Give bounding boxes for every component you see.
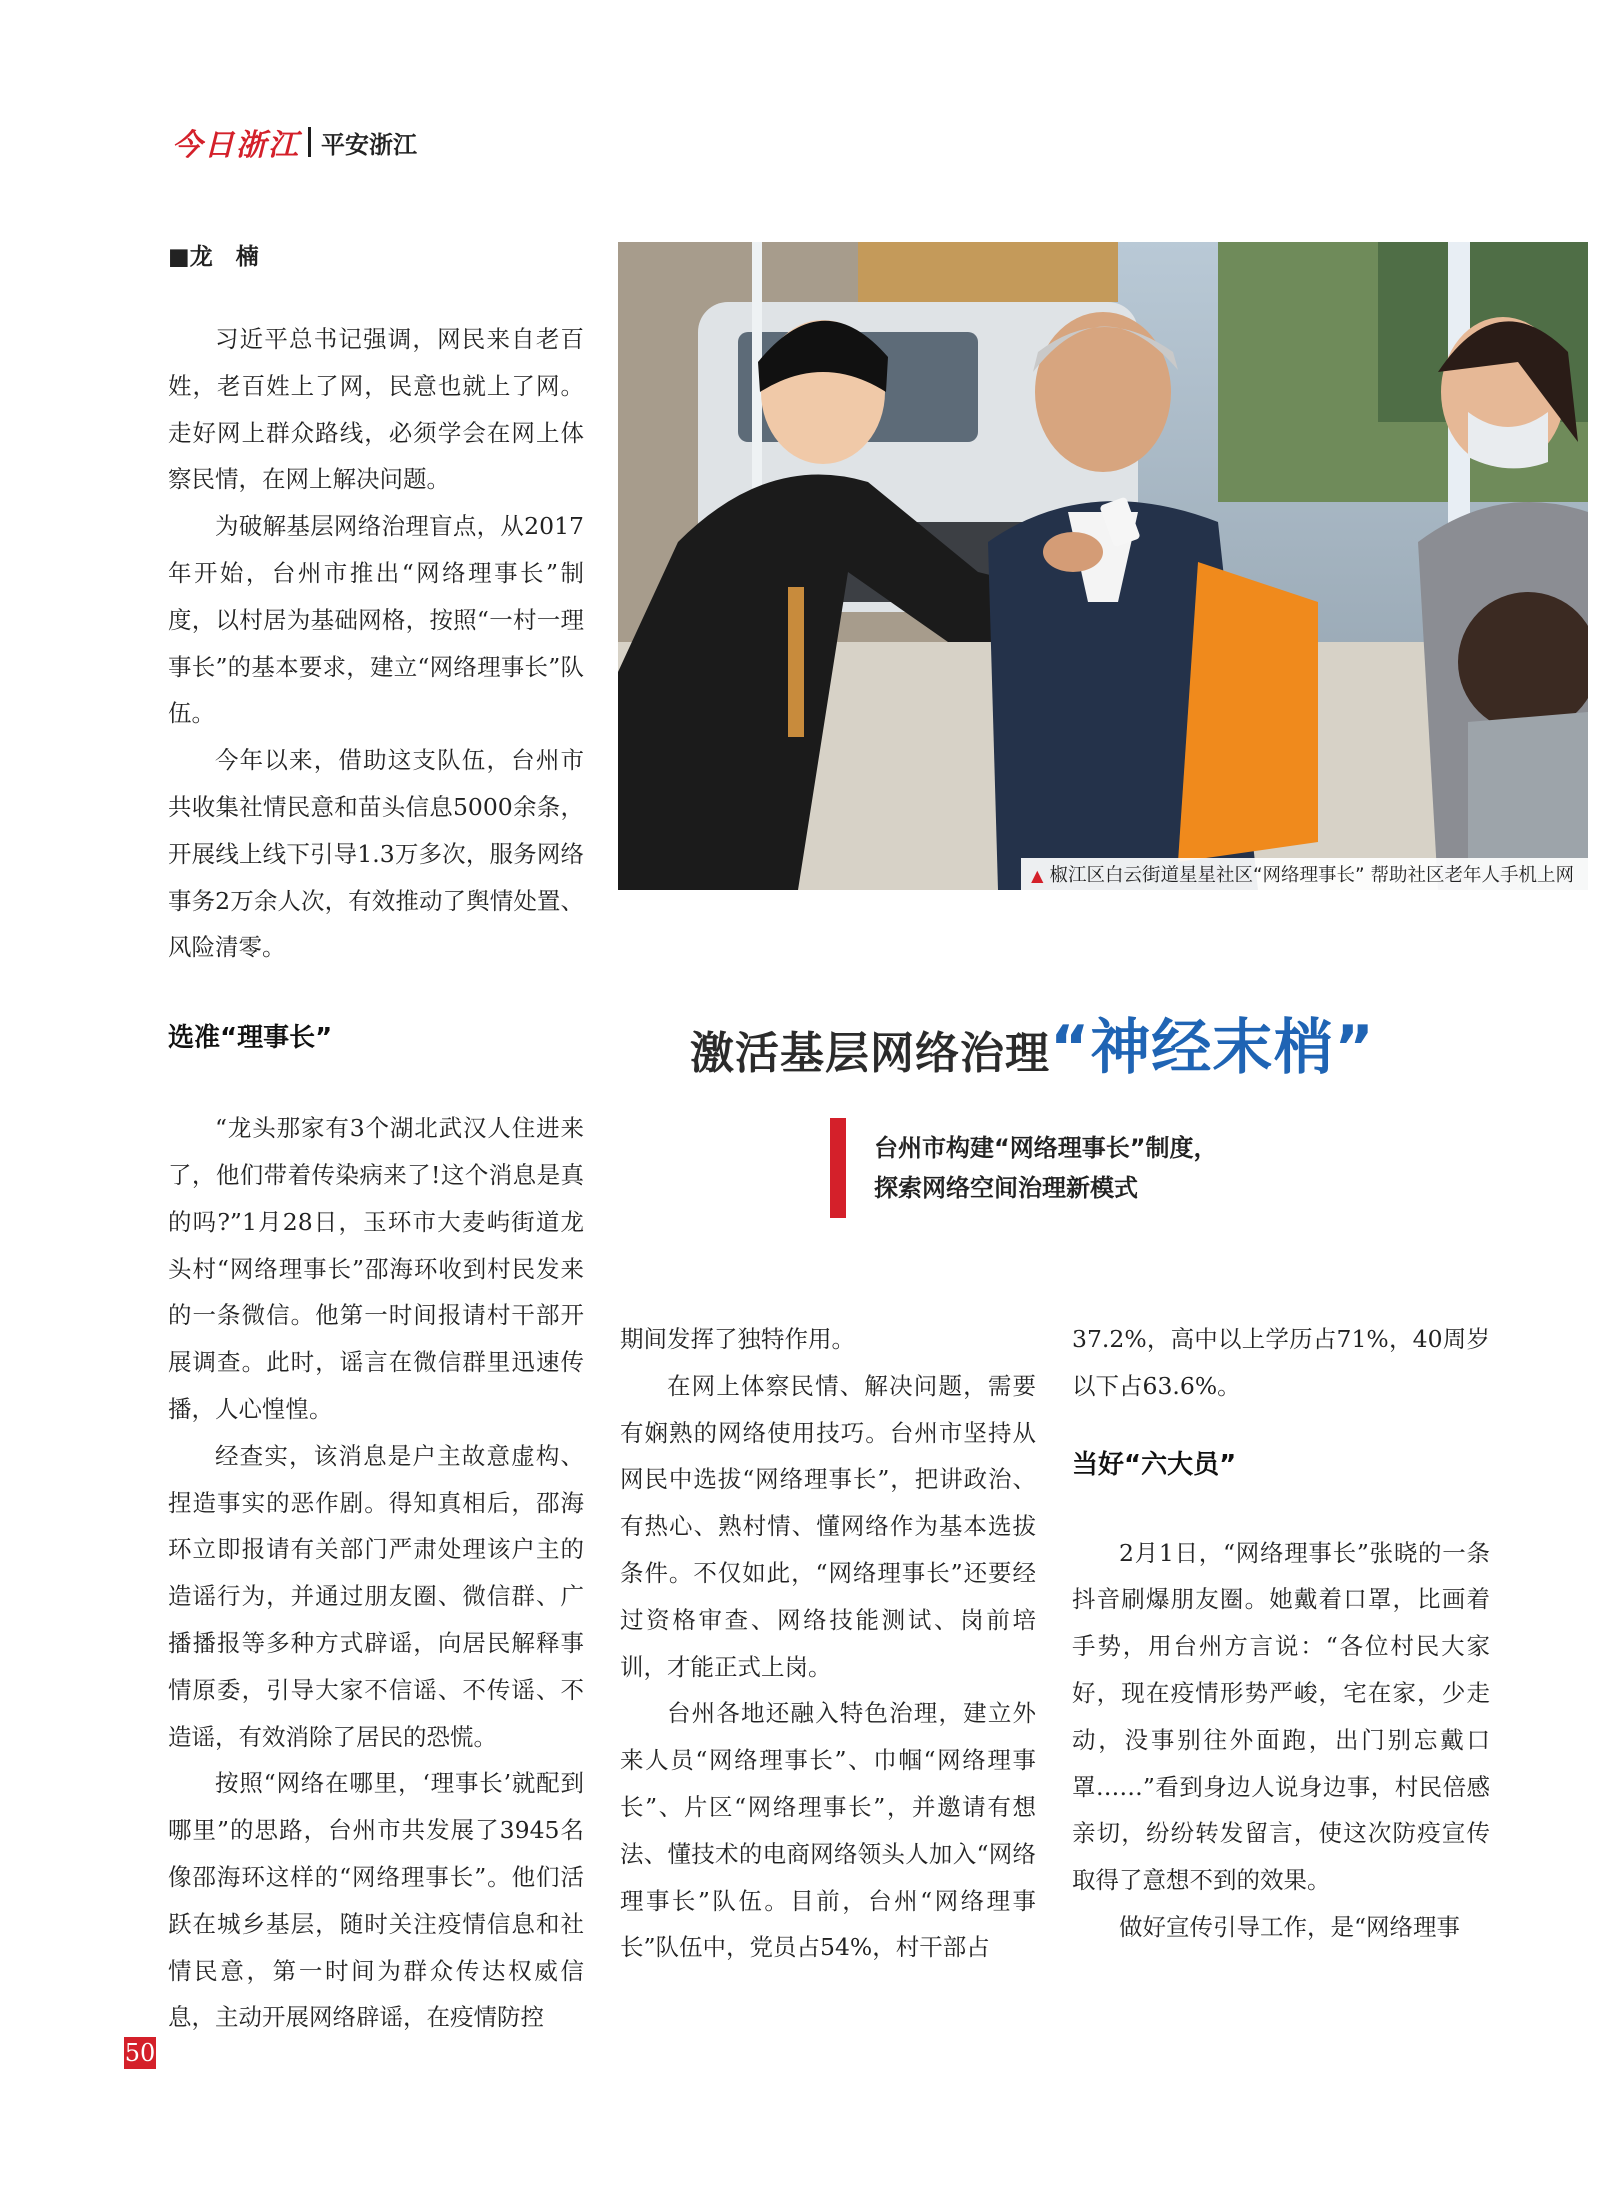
paragraph: 经查实，该消息是户主故意虚构、捏造事实的恶作剧。得知真相后，邵海环立即报请有关部门严肃处理该户主的造谣行为，并通过朋友圈、微信群、广播播报等多种方式辟谣，向居民解释事情原委，引导大家不信谣、不传谣、不造谣，有效消除了居民的恐慌。 <box>168 1441 584 1751</box>
headline-main: 激活基层网络治理 <box>690 1028 1050 1079</box>
paragraph: 做好宣传引导工作，是“网络理事 <box>1119 1912 1461 1941</box>
magazine-logo: 今日浙江 <box>172 128 300 163</box>
deck-line: 探索网络空间治理新模式 <box>874 1174 1138 1202</box>
masthead-divider <box>308 127 311 157</box>
subheading: 选准“理事长” <box>168 1023 333 1054</box>
paragraph: 37.2%，高中以上学历占71%，40周岁以下占63.6%。 <box>1072 1325 1490 1400</box>
caption-triangle-icon: ▲ <box>1031 866 1044 885</box>
page-number: 50 <box>124 2039 156 2067</box>
article-column-1 <box>168 316 584 2041</box>
paragraph: 在网上体察民情、解决问题，需要有娴熟的网络使用技巧。台州市坚持从网民中选拔“网络理事长”，把讲政治、有热心、熟村情、懂网络作为基本选拔条件。不仅如此，“网络理事长”还要经过资格审查、网络技能测试、岗前培训，才能正式上岗。 <box>620 1371 1036 1681</box>
section-title: 平安浙江 <box>321 130 417 159</box>
deck-accent-bar <box>830 1118 846 1218</box>
paragraph: “龙头那家有3个湖北武汉人住进来了，他们带着传染病来了!这个消息是真的吗?”1月28日，玉环市大麦屿街道龙头村“网络理事长”邵海环收到村民发来的一条微信。他第一时间报请村干部开展调查。此时，谣言在微信群里迅速传播，人心惶惶。 <box>168 1114 584 1423</box>
subheading: 当好“六大员” <box>1072 1449 1237 1480</box>
photo-caption <box>618 858 1588 890</box>
photo-illustration <box>618 242 1588 890</box>
article-photo <box>618 242 1588 890</box>
article-headline <box>690 1000 1590 1086</box>
paragraph: 按照“网络在哪里，‘理事长’就配到哪里”的思路，台州市共发展了3945名像邵海环这样的“网络理事长”。他们活跃在城乡基层，随时关注疫情信息和社情民意，第一时间为群众传达权威信息，主动开展网络辟谣，在疫情防控 <box>168 1769 584 2032</box>
paragraph: 期间发挥了独特作用。 <box>620 1325 855 1353</box>
paragraph: 今年以来，借助这支队伍，台州市共收集社情民意和苗头信息5000余条，开展线上线下引导1.3万多次，服务网络事务2万余人次，有效推动了舆情处置、风险清零。 <box>168 746 584 962</box>
caption-text: 椒江区白云街道星星社区“网络理事长” 帮助社区老年人手机上网 <box>1049 865 1574 886</box>
paragraph: 习近平总书记强调，网民来自老百姓，老百姓上了网，民意也就上了网。走好网上群众路线，必须学会在网上体察民情，在网上解决问题。 <box>168 325 584 494</box>
paragraph: 为破解基层网络治理盲点，从2017年开始，台州市推出“网络理事长”制度，以村居为基础网格，按照“一村一理事长”的基本要求，建立“网络理事长”队伍。 <box>168 512 584 728</box>
masthead <box>172 122 417 162</box>
deck-line: 台州市构建“网络理事长”制度， <box>874 1134 1218 1162</box>
paragraph: 台州各地还融入特色治理，建立外来人员“网络理事长”、巾帼“网络理事长”、片区“网络理事长”，并邀请有想法、懂技术的电商网络领头人加入“网络理事长”队伍。目前，台州“网络理事长”队伍中，党员占54%，村干部占 <box>620 1699 1036 1962</box>
article-column-3 <box>1072 1316 1490 1951</box>
deck-text <box>874 1118 1218 1218</box>
paragraph: 2月1日，“网络理事长”张晓的一条抖音刷爆朋友圈。她戴着口罩，比画着手势，用台州方言说：“各位村民大家好，现在疫情形势严峻，宅在家，少走动，没事别往外面跑，出门别忘戴口罩……”看到身边人说身边事，村民倍感亲切，纷纷转发留言，使这次防疫宣传取得了意想不到的效果。 <box>1072 1538 1490 1895</box>
article-column-2 <box>620 1316 1036 1971</box>
headline-deck <box>830 1118 1218 1218</box>
headline-emphasis: “神经末梢” <box>1050 1013 1375 1083</box>
byline: ■龙 楠 <box>168 244 259 270</box>
